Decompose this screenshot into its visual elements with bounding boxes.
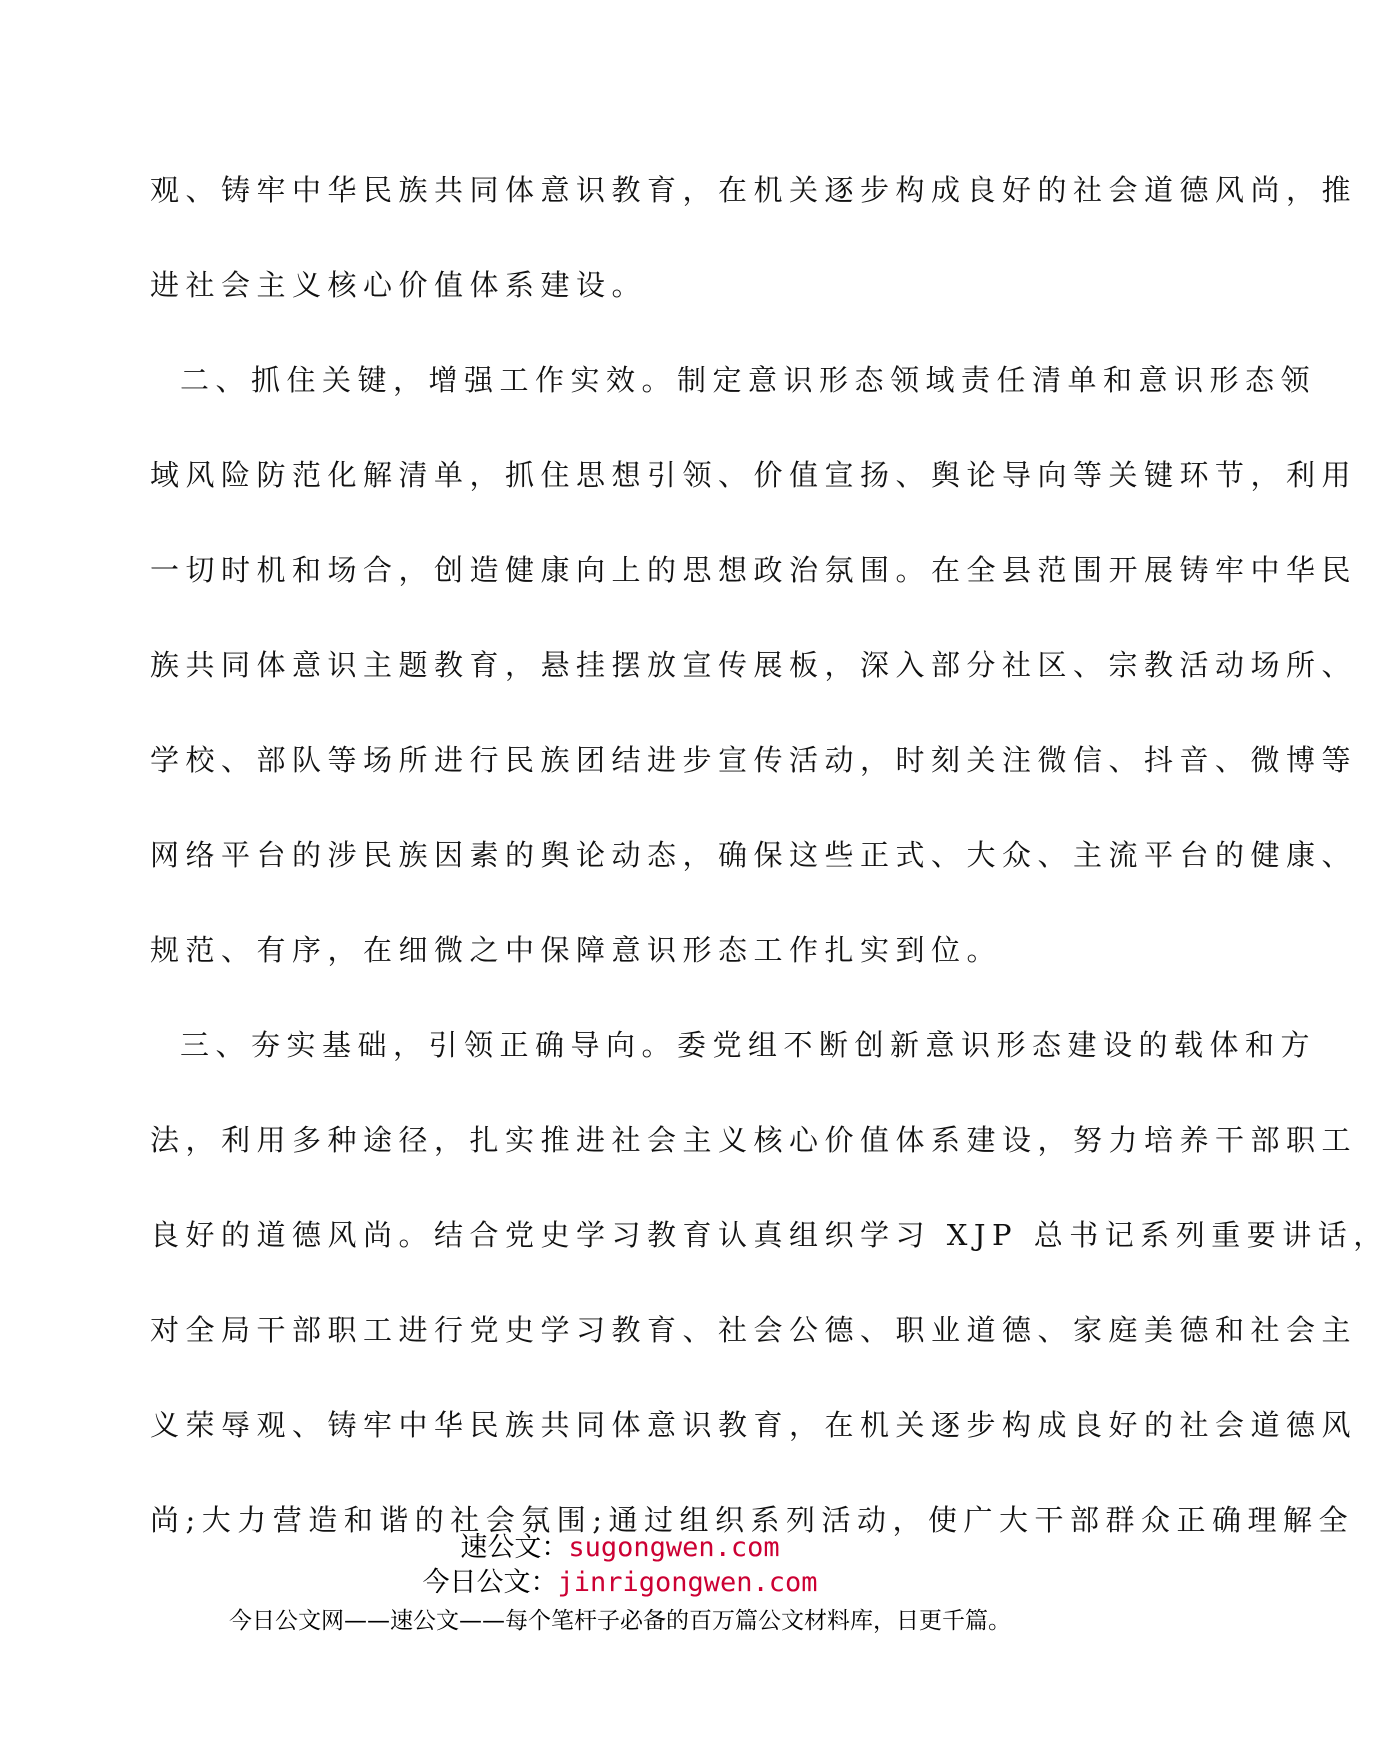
text-line: 进社会主义核心价值体系建设。: [150, 268, 648, 302]
text-line: 观、铸牢中华民族共同体意识教育，在机关逐步构成良好的社会道德风尚，推: [150, 173, 1358, 207]
text-line: 义荣辱观、铸牢中华民族共同体意识教育，在机关逐步构成良好的社会道德风: [150, 1408, 1358, 1442]
paragraph-start-line: 二、抓住关键，增强工作实效。制定意识形态领域责任清单和意识形态领: [180, 363, 1317, 397]
site-separator: ：: [530, 1567, 558, 1598]
paragraph-start-line: 三、夯实基础，引领正确导向。委党组不断创新意识形态建设的载体和方: [180, 1028, 1317, 1062]
text-line: 对全局干部职工进行党史学习教育、社会公德、职业道德、家庭美德和社会主: [150, 1313, 1358, 1347]
footer-site-jinrigongwen: [0, 1565, 1240, 1600]
site-label: 今日公文: [422, 1567, 531, 1598]
site-url-link[interactable]: jinrigongwen.com: [557, 1567, 818, 1598]
text-line: 学校、部队等场所进行民族团结进步宣传活动，时刻关注微信、抖音、微博等: [150, 743, 1358, 777]
site-separator: ：: [541, 1532, 569, 1563]
text-line: 尚;大力营造和谐的社会氛围;通过组织系列活动，使广大干部群众正确理解全: [150, 1503, 1355, 1537]
footer-slogan: 今日公文网——速公文——每个笔杆子必备的百万篇公文材料库，日更千篇。: [229, 1608, 1011, 1634]
text-line: 一切时机和场合，创造健康向上的思想政治氛围。在全县范围开展铸牢中华民: [150, 553, 1358, 587]
page-footer: [0, 1530, 1240, 1639]
site-label: 速公文: [460, 1532, 542, 1563]
text-line: 网络平台的涉民族因素的舆论动态，确保这些正式、大众、主流平台的健康、: [150, 838, 1358, 872]
text-line: 良好的道德风尚。结合党史学习教育认真组织学习 XJP 总书记系列重要讲话，: [150, 1218, 1389, 1252]
text-line: 族共同体意识主题教育，悬挂摆放宣传展板，深入部分社区、宗教活动场所、: [150, 648, 1358, 682]
document-body: [150, 160, 1389, 1585]
site-url-link[interactable]: sugongwen.com: [568, 1532, 780, 1563]
text-line: 域风险防范化解清单，抓住思想引领、价值宣扬、舆论导向等关键环节，利用: [150, 458, 1358, 492]
text-line: 法，利用多种途径，扎实推进社会主义核心价值体系建设，努力培养干部职工: [150, 1123, 1358, 1157]
footer-site-sugongwen: [0, 1530, 1240, 1565]
text-line: 规范、有序，在细微之中保障意识形态工作扎实到位。: [150, 933, 1003, 967]
